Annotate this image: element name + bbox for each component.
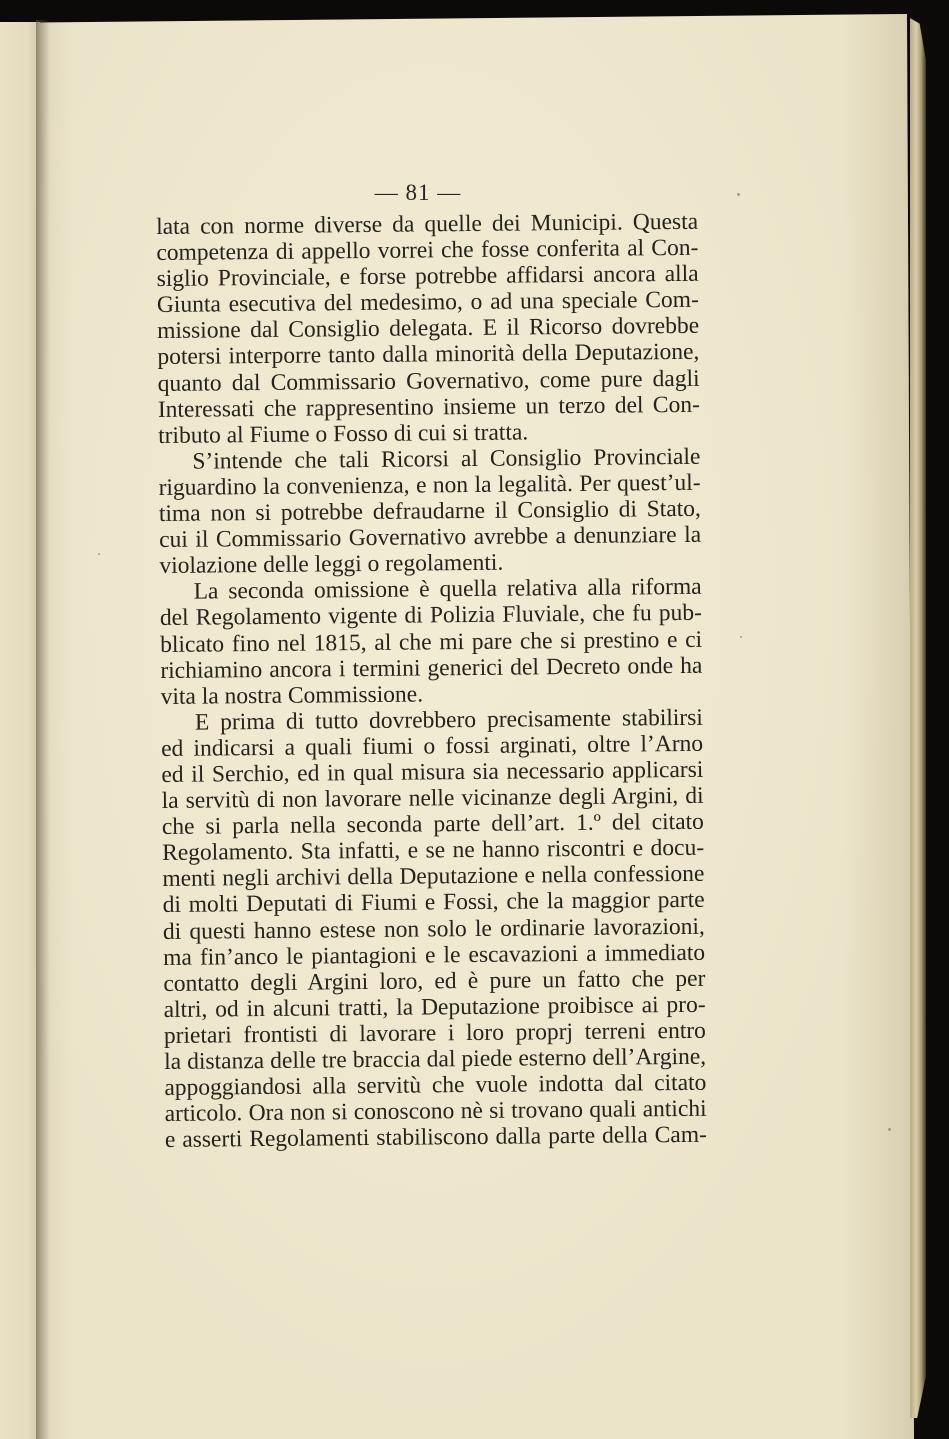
text-line: del Regolamento vigente di Polizia Fluviale, che fu pub- [159, 600, 702, 632]
text-line: tima non si potrebbe defraudarne il Consiglio di Stato, [158, 495, 701, 528]
paragraph-start-line: E prima di tutto dovrebbero precisamente stabilirsi [194, 704, 703, 736]
text-line: lata con norme diverse da quelle dei Municipi. Questa [156, 208, 699, 240]
gutter-shadow [36, 20, 50, 1439]
text-line: che si parla nella seconda parte dell’art. 1.º del citato [161, 808, 704, 841]
paragraph-start-line: La seconda omissione è quella relativa alla riforma [193, 574, 702, 605]
paper-speck [740, 636, 742, 638]
page-fore-edge [910, 18, 926, 1418]
text-line: Regolamento. Sta infatti, e se ne hanno riscontri e docu- [162, 835, 705, 867]
text-line: ma fin’anco le piantagioni e le escavazioni a immediato [163, 939, 706, 971]
text-line: Interessati che rappresentino insieme un terzo del Con- [157, 391, 700, 423]
previous-page-edge [0, 22, 40, 1439]
text-line: violazione delle leggi o regolamenti. [159, 549, 504, 580]
text-line: blicato fino nel 1815, al che mi pare che si prestino e ci [160, 626, 703, 658]
text-line: vita la nostra Commissione. [160, 681, 424, 710]
text-line: appoggiandosi alla servitù che vuole indotta dal citato [164, 1069, 707, 1102]
text-line: tributo al Fiume o Fosso di cui si tratta. [158, 419, 529, 449]
paper-speck [737, 193, 740, 196]
text-line: riguardino la convenienza, e non la legalità. Per quest’ul- [158, 469, 701, 501]
text-line: articolo. Ora non si conoscono nè si trovano quali antichi [164, 1095, 707, 1128]
text-line: altri, od in alcuni tratti, la Deputazione proibisce ai pro- [163, 991, 706, 1023]
text-line: e asserti Regolamenti stabiliscono dalla parte della Cam- [164, 1122, 707, 1154]
text-line: richiamino ancora i termini generici del Decreto onde ha [160, 652, 703, 684]
text-line: siglio Provinciale, e forse potrebbe affidarsi ancora alla [156, 260, 699, 293]
text-line: di questi hanno estese non solo le ordinarie lavorazioni, [162, 913, 705, 945]
page-number: — 81 — [374, 180, 462, 205]
text-line: cui il Commissario Governativo avrebbe a denunziare la [159, 521, 702, 554]
text-line: Giunta esecutiva del medesimo, o ad una speciale Com- [156, 287, 699, 319]
text-line: contatto degli Argini loro, ed è pure un fatto che per [163, 965, 706, 997]
text-line: competenza di appello vorrei che fosse conferita al Con- [156, 234, 699, 267]
text-line: ed il Serchio, ed in qual misura sia necessario applicarsi [161, 756, 704, 788]
paper-speck [888, 1128, 891, 1131]
text-line: potersi interporre tanto dalla minorità della Deputazione, [157, 339, 700, 371]
text-line: prietari frontisti di lavorare i loro proprj terreni entro [163, 1017, 706, 1049]
text-line: quanto dal Commissario Governativo, come pure dagli [157, 365, 700, 397]
paragraph-start-line: S’intende che tali Ricorsi al Consiglio Provinciale [192, 443, 701, 475]
text-line: missione dal Consiglio delegata. E il Ricorso dovrebbe [157, 313, 700, 345]
body-text [156, 209, 707, 1154]
text-line: la distanza delle tre braccia dal piede esterno dell’Argine, [164, 1043, 707, 1075]
paper-speck [98, 553, 100, 555]
text-line: menti negli archivi della Deputazione e nella confessione [162, 861, 705, 893]
text-line: la servitù di non lavorare nelle vicinanze degli Argini, di [161, 782, 704, 815]
text-line: ed indicarsi a quali fiumi o fossi arginati, oltre l’Arno [161, 730, 704, 762]
text-line: di molti Deputati di Fiumi e Fossi, che la maggior parte [162, 887, 705, 919]
